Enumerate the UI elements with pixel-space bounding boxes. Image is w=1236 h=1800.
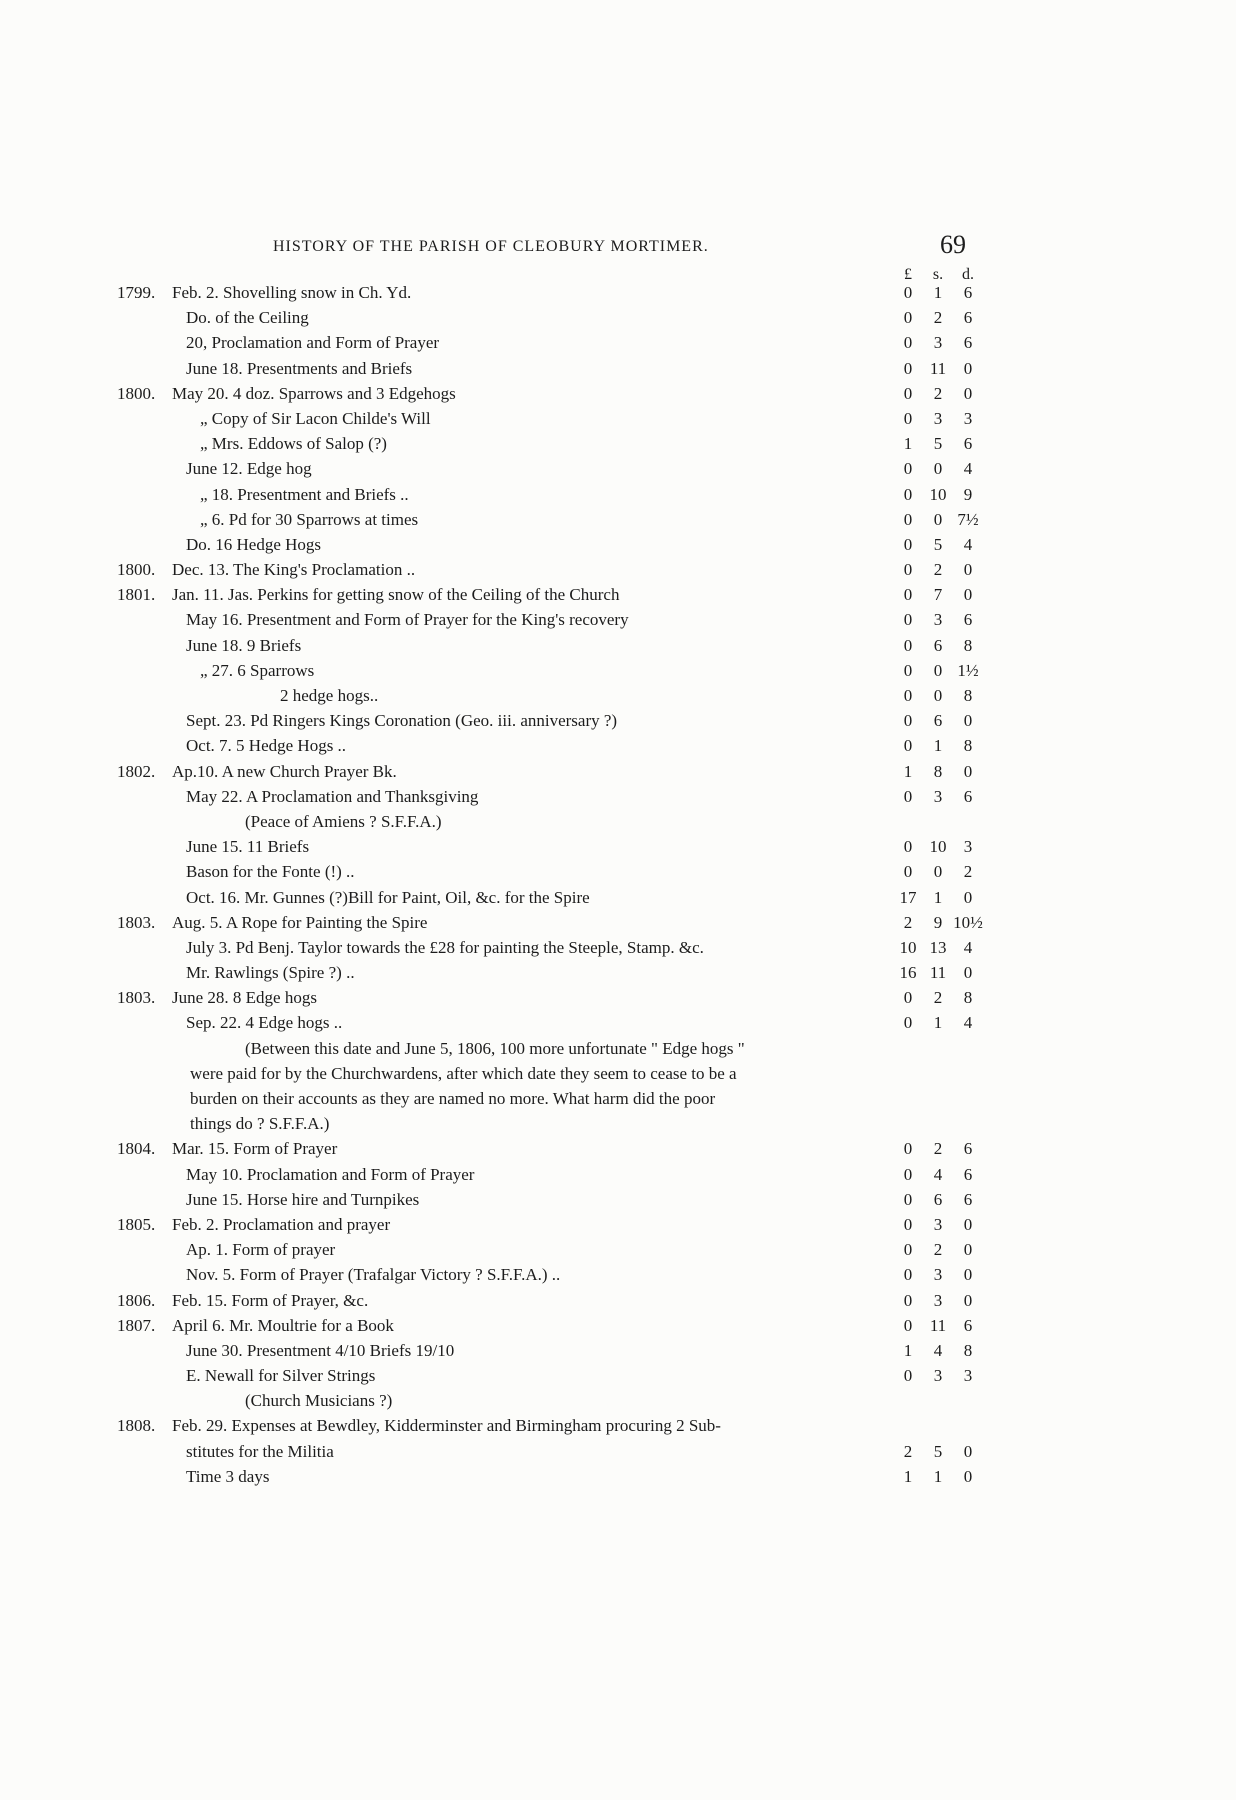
entry-description: Aug. 5. A Rope for Painting the Spire: [172, 912, 428, 932]
amount-pounds: 0: [903, 610, 913, 630]
ledger-row: [0, 607, 1236, 632]
entry-description: Ap.10. A new Church Prayer Bk.: [172, 761, 397, 781]
amount-pounds: 0: [903, 358, 913, 378]
amount-pounds: 0: [903, 1139, 913, 1159]
ledger-row: [0, 960, 1236, 985]
shillings-header: s.: [932, 266, 944, 283]
amount-pence: 0: [963, 1441, 973, 1461]
entry-description: Jan. 11. Jas. Perkins for getting snow of the Ceiling of the Church: [172, 585, 620, 605]
entry-year: 1799.: [117, 283, 156, 302]
note-text: (Between this date and June 5, 1806, 100 more unfortunate " Edge hogs ": [245, 1038, 745, 1058]
ledger-row: [0, 1388, 1236, 1413]
amount-pence: 1½: [957, 660, 979, 680]
amount-pence: 0: [963, 1466, 973, 1486]
amount-pounds: 0: [903, 383, 913, 403]
amount-pounds: 1: [903, 761, 913, 781]
entry-year: 1800.: [117, 560, 156, 580]
amount-shillings: 3: [933, 610, 943, 630]
amount-shillings: 1: [933, 736, 943, 756]
entry-description: Sep. 22. 4 Edge hogs ..: [186, 1013, 343, 1033]
note-line: [0, 1036, 1236, 1061]
amount-shillings: 13: [929, 937, 947, 957]
amount-pounds: 1: [903, 434, 913, 454]
entry-description: Oct. 16. Mr. Gunnes (?)Bill for Paint, Oil, &c. for the Spire: [186, 887, 590, 907]
amount-shillings: 2: [933, 308, 943, 328]
amount-pounds: 0: [903, 786, 913, 806]
entry-year: 1801.: [117, 585, 156, 605]
amount-pounds: 0: [903, 459, 913, 479]
entry-description: June 12. Edge hog: [186, 459, 312, 479]
amount-pounds: 0: [903, 1189, 913, 1209]
amount-pence: 0: [963, 887, 973, 907]
entry-description: Sept. 23. Pd Ringers Kings Coronation (Geo. iii. anniversary ?): [186, 711, 618, 731]
note-text: things do ? S.F.F.A.): [190, 1114, 330, 1134]
ledger-row: [0, 1413, 1236, 1438]
amount-pence: 8: [963, 988, 973, 1008]
ledger-row: [0, 834, 1236, 859]
page-number: 69: [940, 230, 966, 259]
ledger-row: [0, 759, 1236, 784]
amount-pounds: 0: [903, 1366, 913, 1386]
amount-shillings: 2: [933, 988, 943, 1008]
amount-shillings: 6: [933, 711, 943, 731]
amount-shillings: 0: [933, 862, 943, 882]
amount-pounds: 0: [903, 1290, 913, 1310]
ledger-row: [0, 1363, 1236, 1388]
note-line: [0, 1111, 1236, 1136]
amount-pounds: 2: [903, 912, 913, 932]
amount-pounds: 0: [903, 660, 913, 680]
amount-shillings: 10: [929, 837, 947, 857]
amount-pounds: 0: [903, 283, 913, 302]
pounds-header: £: [904, 266, 912, 283]
entry-year: 1807.: [117, 1315, 156, 1335]
amount-pence: 0: [963, 560, 973, 580]
ledger-row: [0, 985, 1236, 1010]
amount-pence: 0: [963, 711, 973, 731]
amount-pounds: 0: [903, 862, 913, 882]
amount-pounds: 16: [899, 963, 917, 983]
entry-description: Dec. 13. The King's Proclamation ..: [172, 560, 416, 580]
entry-description: Nov. 5. Form of Prayer (Trafalgar Victory ? S.F.F.A.) ..: [186, 1265, 561, 1285]
amount-pence: 0: [963, 761, 973, 781]
note-text: burden on their accounts as they are named no more. What harm did the poor: [190, 1089, 716, 1108]
ledger-row: [0, 1162, 1236, 1187]
amount-pence: 2: [963, 862, 973, 882]
ledger-row: [0, 1313, 1236, 1338]
amount-pounds: 0: [903, 686, 913, 705]
ledger-row: [0, 356, 1236, 381]
entry-description: Feb. 15. Form of Prayer, &c.: [172, 1290, 369, 1310]
entry-description: Do. 16 Hedge Hogs: [186, 534, 322, 554]
amount-pounds: 0: [903, 534, 913, 554]
amount-pence: 4: [963, 1013, 973, 1033]
entry-description: May 20. 4 doz. Sparrows and 3 Edgehogs: [172, 383, 456, 403]
ledger-row: [0, 935, 1236, 960]
amount-pence: 6: [963, 434, 973, 454]
amount-pence: 4: [963, 459, 973, 479]
amount-shillings: 6: [933, 1189, 943, 1209]
amount-pence: 3: [963, 1366, 973, 1386]
entry-description: July 3. Pd Benj. Taylor towards the £28 for painting the Steeple, Stamp. &c.: [186, 937, 704, 957]
amount-shillings: 3: [933, 333, 943, 353]
entry-description: Oct. 7. 5 Hedge Hogs ..: [186, 736, 347, 756]
ledger-entries: [0, 280, 1236, 1489]
amount-pence: 3: [963, 837, 973, 857]
amount-pounds: 0: [903, 1164, 913, 1184]
amount-pence: 8: [963, 686, 973, 705]
amount-pounds: 0: [903, 408, 913, 428]
entry-year: 1800.: [117, 383, 156, 403]
entry-year: 1804.: [117, 1139, 156, 1159]
amount-pence: 4: [963, 534, 973, 554]
entry-description: June 28. 8 Edge hogs: [172, 988, 317, 1008]
ledger-row: [0, 1288, 1236, 1313]
entry-description: Feb. 2. Proclamation and prayer: [172, 1214, 391, 1234]
amount-pence: 4: [963, 937, 973, 957]
amount-pounds: 0: [903, 736, 913, 756]
entry-description: Feb. 2. Shovelling snow in Ch. Yd.: [172, 283, 412, 302]
running-title: HISTORY OF THE PARISH OF CLEOBURY MORTIMER.: [273, 238, 709, 255]
amount-pence: 0: [963, 1290, 973, 1310]
ledger-row: [0, 910, 1236, 935]
amount-pence: 8: [963, 635, 973, 655]
amount-pounds: 1: [903, 1466, 913, 1486]
amount-pounds: 0: [903, 585, 913, 605]
amount-shillings: 3: [933, 786, 943, 806]
entry-description: „ Copy of Sir Lacon Childe's Will: [200, 408, 431, 428]
ledger-row: [0, 784, 1236, 809]
amount-pence: 0: [963, 963, 973, 983]
ledger-row: [0, 859, 1236, 884]
ledger-row: [0, 330, 1236, 355]
amount-pounds: 0: [903, 308, 913, 328]
note-line: [0, 1086, 1236, 1111]
entry-description: (Peace of Amiens ? S.F.F.A.): [245, 811, 442, 831]
amount-shillings: 2: [933, 383, 943, 403]
ledger-row: [0, 683, 1236, 708]
amount-shillings: 5: [933, 534, 943, 554]
entry-description: Feb. 29. Expenses at Bewdley, Kidderminster and Birmingham procuring 2 Sub-: [172, 1416, 721, 1436]
amount-shillings: 2: [933, 1139, 943, 1159]
entry-year: 1803.: [117, 912, 156, 932]
amount-shillings: 0: [933, 660, 943, 680]
amount-pence: 6: [963, 283, 973, 302]
entry-description: June 15. 11 Briefs: [186, 837, 310, 857]
amount-pounds: 0: [903, 1214, 913, 1234]
amount-pence: 6: [963, 1315, 973, 1335]
amount-shillings: 3: [933, 1265, 943, 1285]
amount-shillings: 1: [933, 887, 943, 907]
amount-shillings: 11: [929, 1315, 947, 1335]
note-line: [0, 1061, 1236, 1086]
amount-pence: 8: [963, 736, 973, 756]
entry-description: 20, Proclamation and Form of Prayer: [186, 333, 440, 353]
entry-description: stitutes for the Militia: [186, 1441, 334, 1461]
amount-pounds: 17: [899, 887, 917, 907]
ledger-row: [0, 733, 1236, 758]
amount-pounds: 0: [903, 837, 913, 857]
amount-pence: 3: [963, 408, 973, 428]
ledger-row: [0, 381, 1236, 406]
amount-pence: 7½: [957, 509, 979, 529]
entry-description: June 18. 9 Briefs: [186, 635, 302, 655]
amount-shillings: 9: [933, 912, 943, 932]
amount-shillings: 1: [933, 1013, 943, 1033]
entry-description: Ap. 1. Form of prayer: [186, 1240, 336, 1260]
amount-pounds: 0: [903, 988, 913, 1008]
entry-description: E. Newall for Silver Strings: [186, 1366, 376, 1386]
amount-pence: 10½: [953, 912, 983, 932]
amount-shillings: 1: [933, 1466, 943, 1486]
amount-shillings: 2: [933, 560, 943, 580]
ledger-row: [0, 809, 1236, 834]
ledger-row: [0, 280, 1236, 305]
amount-pounds: 0: [903, 711, 913, 731]
entry-year: 1805.: [117, 1214, 156, 1234]
amount-pence: 0: [963, 1240, 973, 1260]
ledger-row: [0, 305, 1236, 330]
amount-shillings: 6: [933, 635, 943, 655]
entry-year: 1808.: [117, 1416, 156, 1436]
amount-shillings: 11: [929, 963, 947, 983]
amount-pence: 0: [963, 1214, 973, 1234]
amount-shillings: 0: [933, 509, 943, 529]
amount-pence: 6: [963, 1164, 973, 1184]
amount-shillings: 5: [933, 434, 943, 454]
amount-pence: 6: [963, 333, 973, 353]
amount-pounds: 0: [903, 509, 913, 529]
ledger-row: [0, 708, 1236, 733]
ledger-row: [0, 582, 1236, 607]
amount-pounds: 0: [903, 560, 913, 580]
ledger-row: [0, 557, 1236, 582]
ledger-row: [0, 1136, 1236, 1161]
ledger-row: [0, 456, 1236, 481]
entry-description: June 15. Horse hire and Turnpikes: [186, 1189, 420, 1209]
entry-description: Mr. Rawlings (Spire ?) ..: [186, 963, 355, 983]
amount-pounds: 0: [903, 1265, 913, 1285]
amount-pence: 9: [963, 484, 973, 504]
amount-shillings: 10: [929, 484, 947, 504]
entry-description: „ 27. 6 Sparrows: [200, 660, 315, 680]
ledger-row: [0, 658, 1236, 683]
ledger-row: [0, 532, 1236, 557]
entry-year: 1806.: [117, 1290, 156, 1310]
pence-header: d.: [962, 266, 974, 283]
amount-shillings: 4: [933, 1164, 943, 1184]
ledger-row: [0, 482, 1236, 507]
amount-pounds: 10: [899, 937, 917, 957]
amount-shillings: 5: [933, 1441, 943, 1461]
ledger-row: [0, 885, 1236, 910]
amount-pence: 6: [963, 610, 973, 630]
entry-description: April 6. Mr. Moultrie for a Book: [172, 1315, 394, 1335]
entry-description: May 10. Proclamation and Form of Prayer: [186, 1164, 475, 1184]
ledger-row: [0, 431, 1236, 456]
amount-pence: 0: [963, 383, 973, 403]
amount-shillings: 3: [933, 1290, 943, 1310]
entry-description: „ 18. Presentment and Briefs ..: [200, 484, 409, 504]
amount-pounds: 0: [903, 1240, 913, 1260]
amount-shillings: 2: [933, 1240, 943, 1260]
amount-pounds: 0: [903, 484, 913, 504]
entry-description: Mar. 15. Form of Prayer: [172, 1139, 338, 1159]
ledger-row: [0, 1010, 1236, 1035]
entry-description: 2 hedge hogs..: [280, 686, 379, 705]
entry-description: „ 6. Pd for 30 Sparrows at times: [200, 509, 419, 529]
entry-description: June 30. Presentment 4/10 Briefs 19/10: [186, 1340, 455, 1360]
ledger-row: [0, 633, 1236, 658]
entry-description: May 16. Presentment and Form of Prayer for the King's recovery: [186, 610, 629, 630]
amount-pence: 0: [963, 358, 973, 378]
amount-pounds: 2: [903, 1441, 913, 1461]
entry-description: May 22. A Proclamation and Thanksgiving: [186, 786, 479, 806]
entry-description: (Church Musicians ?): [245, 1391, 393, 1411]
amount-shillings: 3: [933, 1366, 943, 1386]
entry-year: 1803.: [117, 988, 156, 1008]
ledger-row: [0, 1212, 1236, 1237]
amount-shillings: 11: [929, 358, 947, 378]
amount-shillings: 8: [933, 761, 943, 781]
entry-year: 1802.: [117, 761, 156, 781]
amount-pounds: 0: [903, 333, 913, 353]
amount-pounds: 0: [903, 1315, 913, 1335]
entry-description: Do. of the Ceiling: [186, 308, 309, 328]
ledger-row: [0, 1464, 1236, 1489]
ledger-row: [0, 1187, 1236, 1212]
amount-pence: 6: [963, 1139, 973, 1159]
ledger-row: [0, 406, 1236, 431]
amount-pounds: 1: [903, 1340, 913, 1360]
amount-pence: 6: [963, 308, 973, 328]
amount-pence: 0: [963, 585, 973, 605]
amount-shillings: 3: [933, 408, 943, 428]
entry-description: Time 3 days: [186, 1466, 270, 1486]
amount-pounds: 0: [903, 1013, 913, 1033]
amount-pence: 8: [963, 1340, 973, 1360]
amount-pence: 0: [963, 1265, 973, 1285]
ledger-row: [0, 1237, 1236, 1262]
ledger-row: [0, 1439, 1236, 1464]
entry-description: June 18. Presentments and Briefs: [186, 358, 413, 378]
amount-pounds: 0: [903, 635, 913, 655]
ledger-row: [0, 1338, 1236, 1363]
ledger-row: [0, 1262, 1236, 1287]
entry-description: „ Mrs. Eddows of Salop (?): [200, 434, 387, 454]
amount-pence: 6: [963, 786, 973, 806]
note-text: were paid for by the Churchwardens, after which date they seem to cease to be a: [190, 1063, 737, 1083]
amount-shillings: 7: [933, 585, 943, 605]
amount-shillings: 1: [933, 283, 943, 302]
entry-description: Bason for the Fonte (!) ..: [186, 862, 355, 882]
amount-pence: 6: [963, 1189, 973, 1209]
ledger-row: [0, 507, 1236, 532]
amount-shillings: 0: [933, 686, 943, 705]
amount-shillings: 0: [933, 459, 943, 479]
amount-shillings: 4: [933, 1340, 943, 1360]
amount-shillings: 3: [933, 1214, 943, 1234]
